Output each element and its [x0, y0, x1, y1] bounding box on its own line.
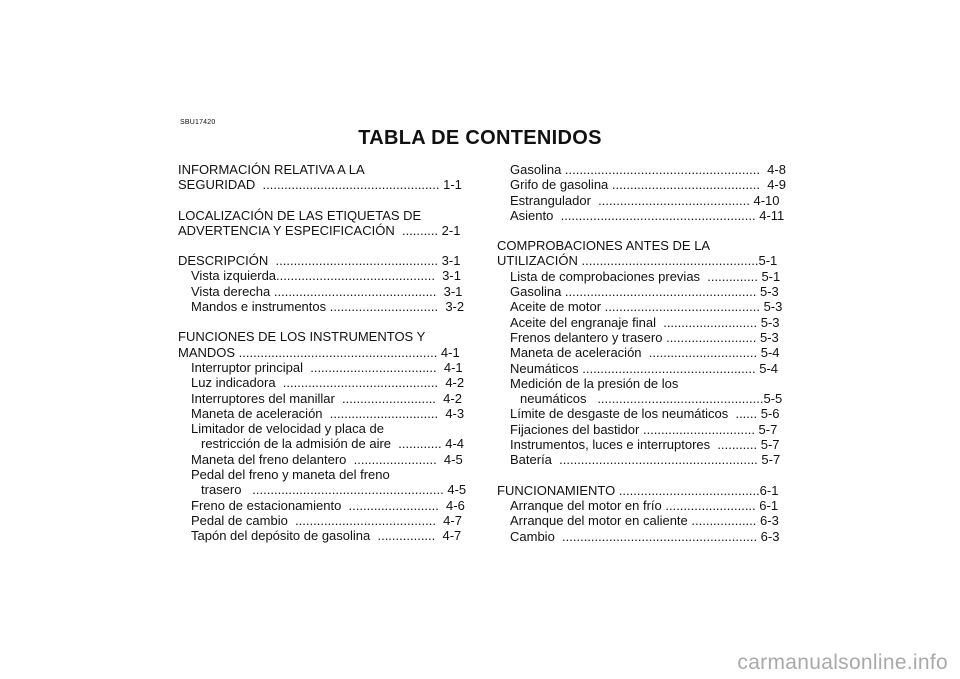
toc-spacer [178, 314, 464, 329]
toc-subentry[interactable]: Freno de estacionamiento ......................... 4-6 [191, 497, 465, 513]
toc-section-entry[interactable]: ADVERTENCIA Y ESPECIFICACIÓN .......... 2-1 [178, 222, 461, 238]
toc-subentry[interactable]: Fijaciones del bastidor ............................... 5-7 [510, 421, 778, 437]
toc-spacer [497, 468, 782, 483]
toc-subentry[interactable]: Vista izquierda............................................ 3-1 [191, 268, 461, 284]
toc-section-entry[interactable]: FUNCIONES DE LOS INSTRUMENTOS Y [178, 329, 426, 345]
toc-subentry[interactable]: Luz indicadora ........................................... 4-2 [191, 375, 465, 391]
toc-subentry[interactable]: Maneta de aceleración .............................. 5-4 [510, 345, 780, 361]
toc-section-entry[interactable]: INFORMACIÓN RELATIVA A LA [178, 162, 365, 177]
toc-subentry[interactable]: trasero ..................................................... 4-5 [201, 482, 467, 498]
toc-right-column [497, 162, 786, 544]
page-title: TABLA DE CONTENIDOS [358, 127, 602, 149]
toc-subentry[interactable]: Interruptores del manillar .......................... 4-2 [191, 390, 462, 406]
toc-subentry[interactable]: Mandos e instrumentos .............................. 3-2 [191, 299, 465, 315]
toc-subentry[interactable]: neumáticos ..............................................5-5 [520, 391, 783, 407]
toc-subentry[interactable]: Medición de la presión de los [510, 375, 679, 391]
toc-section-entry[interactable]: MANDOS ....................................................... 4-1 [178, 344, 460, 360]
toc-subentry[interactable]: Lista de comprobaciones previas .............. 5-1 [510, 268, 781, 284]
toc-subentry[interactable]: Gasolina ..................................................... 5-3 [510, 284, 779, 300]
toc-subentry[interactable]: Instrumentos, luces e interruptores ........... 5-7 [510, 437, 780, 453]
toc-subentry[interactable]: Arranque del motor en frío ......................... 6-1 [510, 497, 779, 513]
watermark: carmanualsonline.info [737, 651, 948, 674]
toc-subentry[interactable]: Neumáticos ................................................ 5-4 [510, 360, 779, 376]
toc-subentry[interactable]: Pedal de cambio ....................................... 4-7 [191, 512, 462, 528]
toc-subentry[interactable]: Arranque del motor en caliente .................. 6-3 [510, 513, 779, 529]
toc-subentry[interactable]: Cambio ...................................................... 6-3 [510, 528, 780, 544]
toc-subentry[interactable]: Límite de desgaste de los neumáticos ...... 5-6 [510, 406, 780, 422]
toc-section-entry[interactable]: SEGURIDAD ................................................. 1-1 [178, 177, 462, 193]
toc-left-column [178, 162, 467, 544]
toc-subentry[interactable]: Asiento ...................................................... 4-11 [510, 207, 785, 223]
toc-subentry[interactable]: Estrangulador .......................................... 4-10 [510, 192, 780, 208]
toc-subentry[interactable]: Grifo de gasolina ......................................... 4-9 [510, 177, 786, 193]
toc-subentry[interactable]: Pedal del freno y maneta del freno [191, 467, 390, 483]
document-code: SBU17420 [180, 119, 216, 126]
toc-subentry[interactable]: Gasolina ...................................................... 4-8 [510, 162, 786, 177]
toc-subentry[interactable]: Limitador de velocidad y placa de [191, 421, 384, 437]
toc-section-entry[interactable]: COMPROBACIONES ANTES DE LA [497, 238, 711, 254]
toc-spacer [178, 193, 464, 208]
toc-subentry[interactable]: Aceite del engranaje final .......................... 5-3 [510, 314, 780, 330]
toc-subentry[interactable]: Aceite de motor ........................................... 5-3 [510, 299, 783, 315]
toc-section-entry[interactable]: FUNCIONAMIENTO .......................................6-1 [497, 482, 779, 498]
toc-subentry[interactable]: Tapón del depósito de gasolina ................ 4-7 [191, 528, 462, 544]
toc-subentry[interactable]: Vista derecha ............................................. 3-1 [191, 283, 463, 299]
toc-subentry[interactable]: restricción de la admisión de aire ............ 4-4 [201, 436, 465, 452]
toc-spacer [178, 238, 464, 253]
toc-subentry[interactable]: Batería ....................................................... 5-7 [510, 452, 781, 468]
toc-section-entry[interactable]: LOCALIZACIÓN DE LAS ETIQUETAS DE [178, 207, 422, 223]
toc-subentry[interactable]: Maneta de aceleración .............................. 4-3 [191, 405, 465, 421]
toc-subentry[interactable]: Interruptor principal ................................... 4-1 [191, 359, 463, 375]
toc-subentry[interactable]: Maneta del freno delantero ....................... 4-5 [191, 451, 463, 467]
toc-subentry[interactable]: Frenos delantero y trasero ......................... 5-3 [510, 329, 779, 345]
toc-spacer [497, 223, 782, 238]
toc-section-entry[interactable]: DESCRIPCIÓN ............................................. 3-1 [178, 253, 461, 269]
toc-section-entry[interactable]: UTILIZACIÓN .................................................5-1 [497, 253, 778, 269]
